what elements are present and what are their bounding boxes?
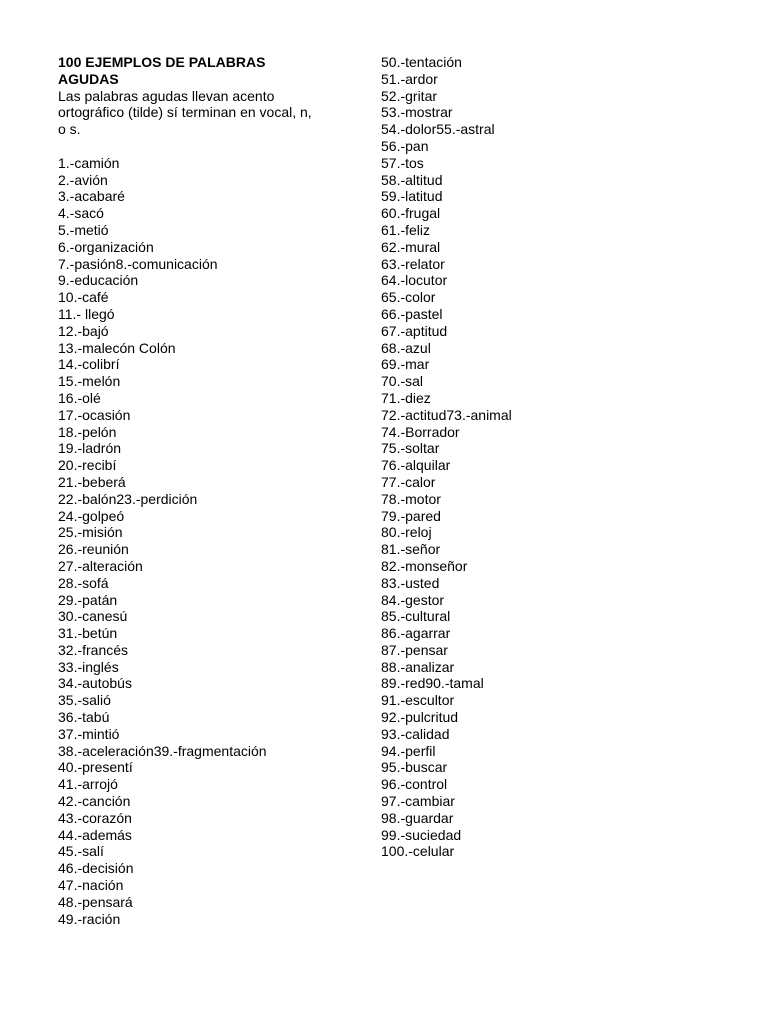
list-item: 33.-inglés — [58, 658, 119, 675]
list-item: 70.-sal — [381, 373, 424, 390]
list-item: 48.-pensará — [58, 893, 133, 910]
list-item: 49.-ración — [58, 910, 121, 927]
list-item: 83.-usted — [381, 574, 440, 591]
list-item: 24.-golpeó — [58, 507, 125, 524]
list-item: 20.-recibí — [58, 457, 117, 474]
list-item: 42.-canción — [58, 793, 131, 810]
list-item: 57.-tos — [381, 154, 424, 171]
list-item: 82.-monseñor — [381, 557, 468, 574]
word-list-right — [381, 54, 621, 860]
list-item: 95.-buscar — [381, 759, 448, 776]
list-item: 50.-tentación — [381, 54, 462, 70]
list-item: 21.-beberá — [58, 473, 126, 490]
list-item: 59.-latitud — [381, 188, 443, 205]
list-item: 37.-mintió — [58, 725, 120, 742]
list-item: 18.-pelón — [58, 423, 117, 440]
list-item: 29.-patán — [58, 591, 118, 608]
list-item: 77.-calor — [381, 473, 436, 490]
list-item: 16.-olé — [58, 389, 101, 406]
list-item: 41.-arrojó — [58, 776, 118, 793]
list-item: 93.-calidad — [381, 725, 450, 742]
list-item: 75.-soltar — [381, 440, 440, 457]
list-item: 65.-color — [381, 289, 436, 306]
list-item: 43.-corazón — [58, 809, 132, 826]
list-item: 78.-motor — [381, 490, 441, 507]
list-item: 45.-salí — [58, 843, 104, 860]
list-item: 5.-metió — [58, 221, 109, 238]
list-item: 22.-balón23.-perdición — [58, 490, 198, 507]
list-item: 6.-organización — [58, 238, 154, 255]
list-item: 9.-educación — [58, 272, 139, 289]
list-item: 94.-perfil — [381, 742, 436, 759]
list-item: 79.-pared — [381, 507, 441, 524]
list-item: 32.-francés — [58, 641, 129, 658]
list-item: 4.-sacó — [58, 205, 104, 222]
list-item: 91.-escultor — [381, 692, 455, 709]
list-item: 60.-frugal — [381, 205, 441, 222]
intro-paragraph: Las palabras agudas llevan acento ortográfico (tilde) sí terminan en vocal, n, o s. — [58, 87, 312, 138]
list-item: 100.-celular — [381, 843, 455, 860]
list-item: 47.-nación — [58, 877, 124, 894]
list-item: 52.-gritar — [381, 87, 438, 104]
list-item: 35.-salió — [58, 692, 111, 709]
list-item: 7.-pasión8.-comunicación — [58, 255, 218, 272]
list-item: 31.-betún — [58, 625, 118, 642]
list-item: 30.-canesú — [58, 608, 128, 625]
list-item: 53.-mostrar — [381, 104, 453, 121]
list-item: 51.-ardor — [381, 70, 438, 87]
list-item: 72.-actitud73.-animal — [381, 406, 512, 423]
list-item: 10.-café — [58, 289, 109, 306]
list-item: 3.-acabaré — [58, 188, 125, 205]
list-item: 85.-cultural — [381, 608, 451, 625]
list-item: 96.-control — [381, 776, 448, 793]
list-item: 61.-feliz — [381, 221, 431, 238]
list-item: 54.-dolor55.-astral — [381, 121, 495, 138]
list-item: 81.-señor — [381, 541, 441, 558]
list-item: 80.-reloj — [381, 524, 432, 541]
list-item: 63.-relator — [381, 255, 445, 272]
list-item: 56.-pan — [381, 137, 429, 154]
list-item: 12.-bajó — [58, 322, 109, 339]
list-item: 99.-suciedad — [381, 826, 462, 843]
list-item: 67.-aptitud — [381, 322, 448, 339]
right-column — [381, 54, 621, 860]
list-item: 58.-altitud — [381, 171, 443, 188]
list-item: 34.-autobús — [58, 675, 132, 692]
document-title: 100 EJEMPLOS DE PALABRAS AGUDAS — [58, 54, 266, 87]
list-item: 28.-sofá — [58, 574, 109, 591]
list-item: 62.-mural — [381, 238, 441, 255]
list-item: 17.-ocasión — [58, 406, 131, 423]
list-item: 46.-decisión — [58, 860, 134, 877]
list-item: 36.-tabú — [58, 709, 110, 726]
list-item: 11.- llegó — [58, 305, 115, 322]
list-item: 1.-camión — [58, 154, 120, 171]
list-item: 19.-ladrón — [58, 440, 122, 457]
list-item: 88.-analizar — [381, 658, 455, 675]
list-item: 89.-red90.-tamal — [381, 675, 484, 692]
list-item: 92.-pulcritud — [381, 709, 459, 726]
list-item: 26.-reunión — [58, 541, 129, 558]
list-item: 69.-mar — [381, 356, 430, 373]
list-item: 74.-Borrador — [381, 423, 460, 440]
list-item: 84.-gestor — [381, 591, 445, 608]
list-item: 87.-pensar — [381, 641, 448, 658]
list-item: 44.-además — [58, 826, 132, 843]
list-item: 2.-avión — [58, 171, 108, 188]
list-item: 15.-melón — [58, 373, 121, 390]
list-item: 40.-presentí — [58, 759, 133, 776]
list-item: 13.-malecón Colón — [58, 339, 176, 356]
word-list-left — [58, 155, 318, 928]
list-item: 64.-locutor — [381, 272, 448, 289]
list-item: 76.-alquilar — [381, 457, 451, 474]
list-item: 68.-azul — [381, 339, 431, 356]
list-item: 97.-cambiar — [381, 793, 455, 810]
list-item: 14.-colibrí — [58, 356, 120, 373]
list-item: 98.-guardar — [381, 809, 454, 826]
list-item: 71.-diez — [381, 389, 431, 406]
list-item: 27.-alteración — [58, 557, 143, 574]
list-item: 38.-aceleración39.-fragmentación — [58, 742, 267, 759]
list-item: 66.-pastel — [381, 305, 443, 322]
list-item: 86.-agarrar — [381, 625, 451, 642]
list-item: 25.-misión — [58, 524, 123, 541]
left-column — [58, 54, 318, 927]
